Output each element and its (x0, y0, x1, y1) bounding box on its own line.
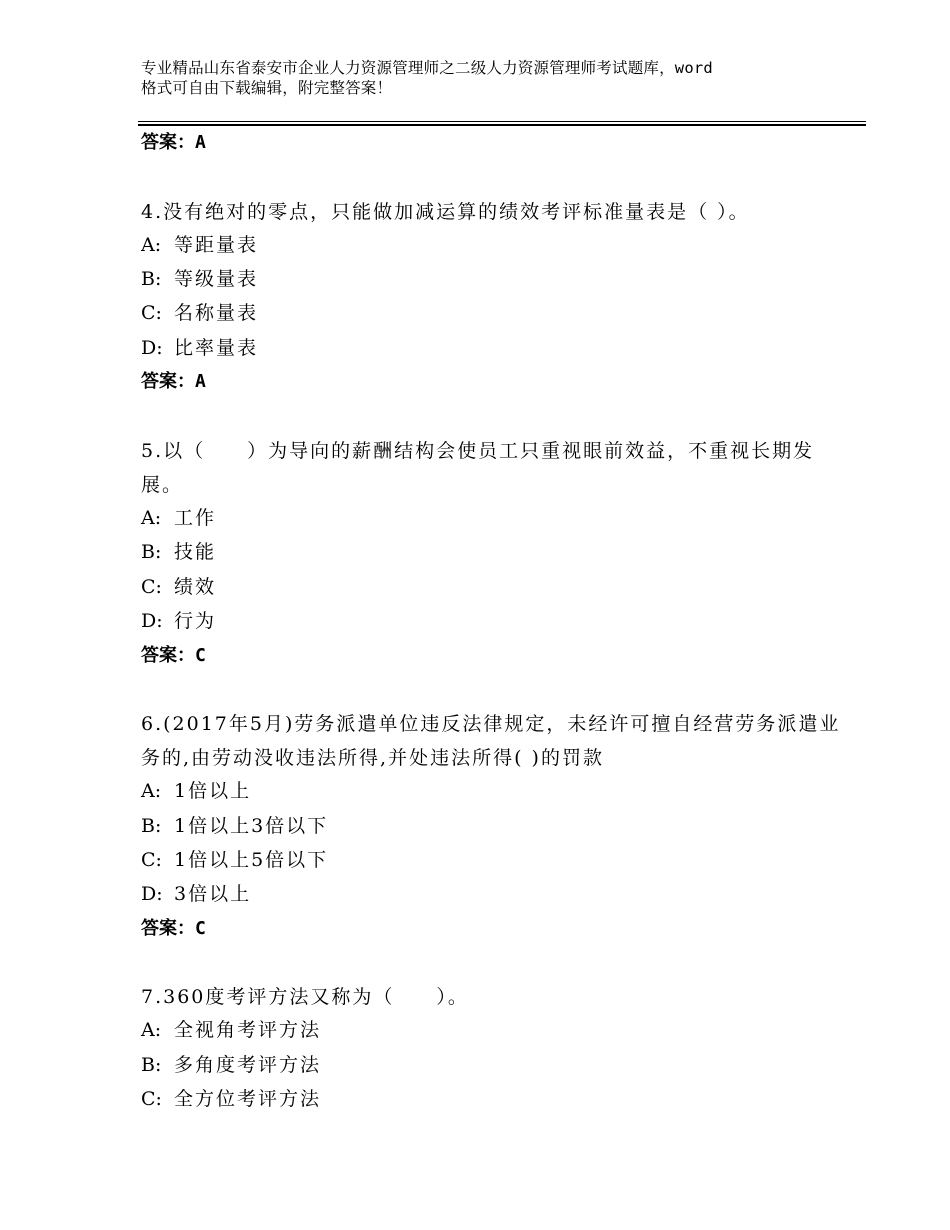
question-6-option-d (141, 882, 251, 906)
option-text: 工作 (174, 507, 217, 529)
option-text: 等级量表 (174, 268, 259, 290)
question-5-option-d (141, 609, 216, 633)
option-label: C: (141, 1088, 162, 1110)
question-7-text: 7.360度考评方法又称为（ ）。 (141, 986, 469, 1008)
option-text: 1倍以上3倍以下 (174, 815, 329, 837)
question-5-text: 5.以（ ）为导向的薪酬结构会使员工只重视眼前效益，不重视长期发展。 (141, 440, 815, 496)
question-4-option-a (141, 233, 258, 257)
page-header (141, 58, 841, 98)
question-6-option-b (141, 814, 328, 838)
question-4-option-b (141, 267, 258, 291)
question-7-option-a (141, 1018, 321, 1042)
option-text: 全视角考评方法 (174, 1019, 322, 1041)
header-line-1: 专业精品山东省泰安市企业人力资源管理师之二级人力资源管理师考试题库，word (141, 59, 713, 77)
question-4-text: 4.没有绝对的零点，只能做加减运算的绩效考评标准量表是（ ）。 (141, 201, 750, 223)
option-label: A: (141, 1019, 162, 1041)
question-5-option-c (141, 575, 216, 599)
option-label: A: (141, 507, 162, 529)
question-6-option-c (141, 848, 328, 872)
option-label: A: (141, 234, 162, 256)
option-label: D: (141, 337, 163, 359)
answer-q6: 答案：C (141, 918, 206, 939)
option-text: 技能 (174, 541, 217, 563)
option-label: B: (141, 268, 162, 290)
answer-q5: 答案：C (141, 645, 206, 666)
option-label: A: (141, 780, 162, 802)
question-4-option-c (141, 301, 258, 325)
option-text: 等距量表 (174, 234, 259, 256)
option-text: 比率量表 (174, 337, 259, 359)
header-rule-thin (138, 121, 866, 122)
question-7-option-c (141, 1087, 321, 1111)
option-text: 1倍以上5倍以下 (174, 849, 329, 871)
question-7-option-b (141, 1053, 321, 1077)
answer-q4: 答案：A (141, 371, 206, 392)
option-label: B: (141, 815, 162, 837)
question-5-option-b (141, 540, 216, 564)
question-6-text: 6.(2017年5月)劳务派遣单位违反法律规定，未经许可擅自经营劳务派遣业务的,由劳动没收违法所得,并处违法所得( )的罚款 (141, 713, 841, 769)
answer-q3: 答案：A (141, 132, 206, 153)
option-text: 3倍以上 (174, 883, 252, 905)
option-text: 名称量表 (174, 302, 259, 324)
option-text: 行为 (174, 610, 217, 632)
option-label: D: (141, 883, 163, 905)
option-label: C: (141, 849, 162, 871)
option-label: B: (141, 1054, 162, 1076)
option-label: C: (141, 302, 162, 324)
option-label: C: (141, 576, 162, 598)
question-5-option-a (141, 506, 216, 530)
option-text: 多角度考评方法 (174, 1054, 322, 1076)
header-rule-thick (138, 124, 866, 126)
option-label: D: (141, 610, 163, 632)
option-text: 1倍以上 (174, 780, 252, 802)
question-6-option-a (141, 779, 251, 803)
question-4-option-d (141, 336, 258, 360)
option-text: 全方位考评方法 (174, 1088, 322, 1110)
option-label: B: (141, 541, 162, 563)
header-line-2: 格式可自由下载编辑，附完整答案！ (141, 79, 393, 97)
option-text: 绩效 (174, 576, 217, 598)
